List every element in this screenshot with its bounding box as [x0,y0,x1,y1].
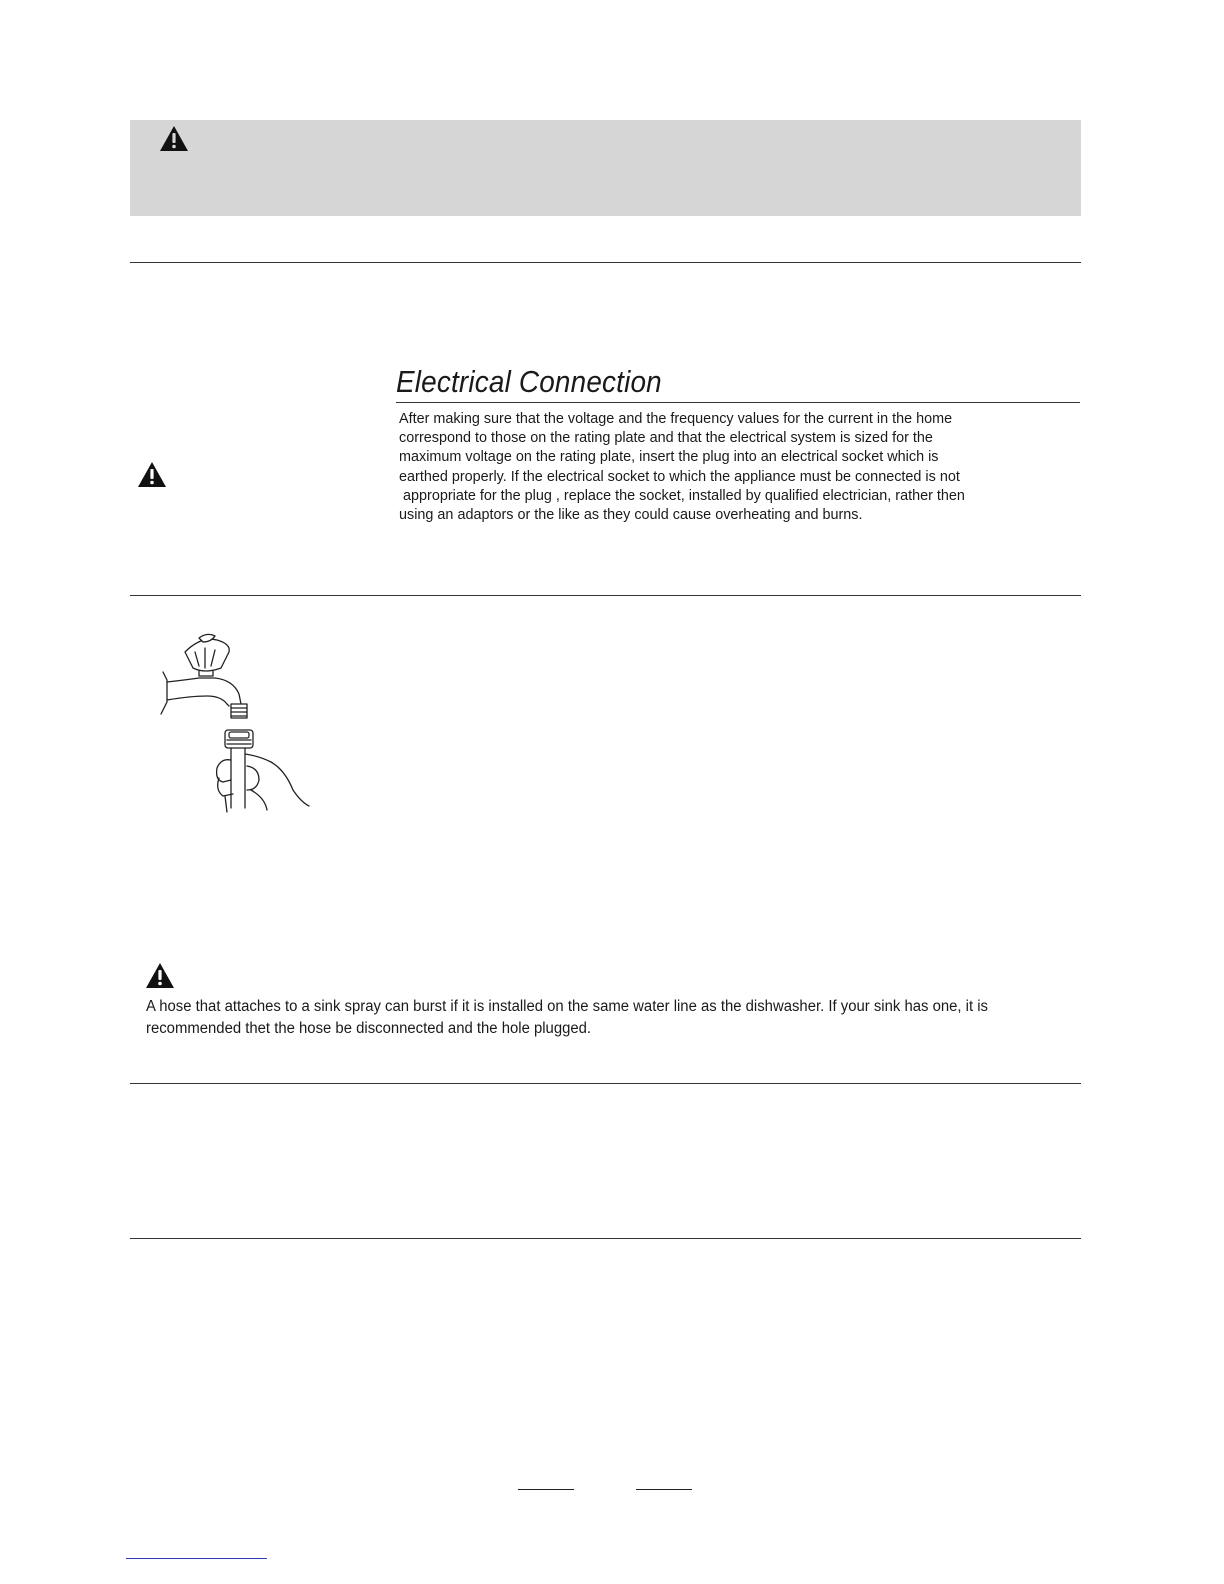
paragraph-line: earthed properly. If the electrical socket to which the appliance must be connected is not [399,467,960,485]
footer-link-underline [126,1558,267,1559]
warning-icon [159,125,189,152]
hose-warning-paragraph [146,996,988,1040]
paragraph-line: recommended thet the hose be disconnected and the hole plugged. [146,1020,592,1037]
section-divider [130,1238,1081,1239]
electrical-paragraph [399,409,965,524]
warning-icon [137,461,167,488]
section-divider [130,1083,1081,1084]
paragraph-line: using an adaptors or the like as they could cause overheating and burns. [399,506,863,524]
paragraph-line: A hose that attaches to a sink spray can burst if it is installed on the same water line as the dishwasher. If your sink has one, it is [146,998,988,1015]
paragraph-line: appropriate for the plug , replace the socket, installed by qualified electrician, rather then [399,486,965,504]
faucet-hose-illustration [155,630,315,815]
paragraph-line: correspond to those on the rating plate and that the electrical system is sized for the [399,429,933,447]
paragraph-line: After making sure that the voltage and the frequency values for the current in the home [399,410,953,427]
section-title-electrical: Electrical Connection [396,364,662,399]
section-divider [130,595,1081,596]
footer-dash [636,1489,692,1490]
warning-icon [145,962,175,989]
section-divider [130,262,1081,263]
paragraph-line: maximum voltage on the rating plate, insert the plug into an electrical socket which is [399,448,939,466]
warning-banner [130,120,1081,216]
title-underline [396,402,1080,403]
footer-dash [518,1489,574,1490]
